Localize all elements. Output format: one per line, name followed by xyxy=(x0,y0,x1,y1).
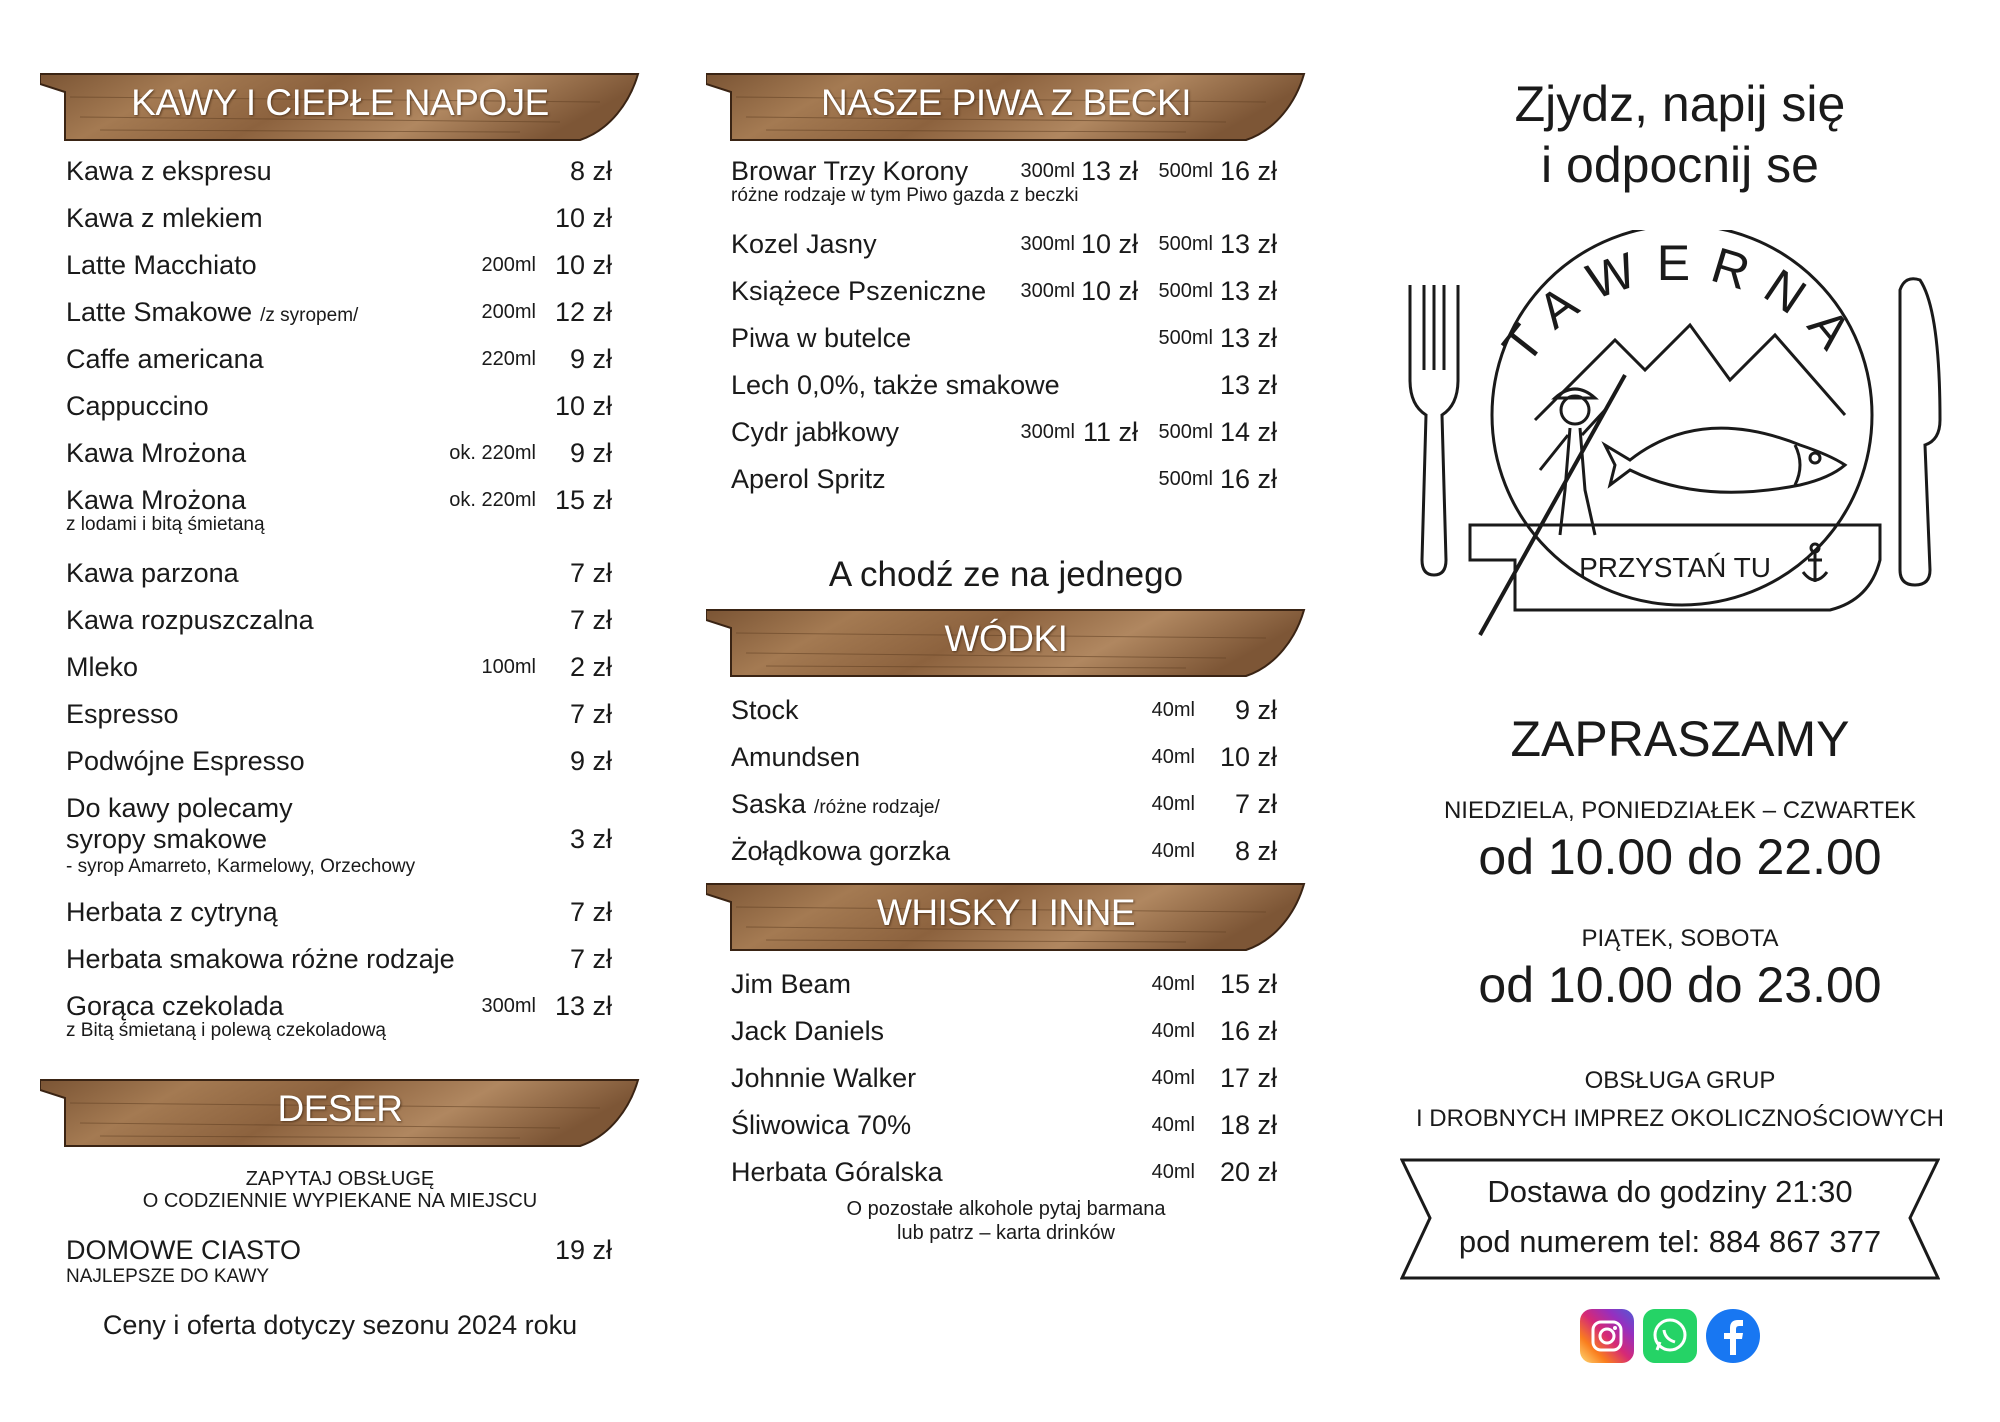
item-volume-small: 300ml xyxy=(1020,421,1075,443)
vodka-section-title: WÓDKI xyxy=(944,618,1068,659)
item-name: Do kawy polecamy xyxy=(66,793,293,823)
vodka-heading: A chodź ze na jednego xyxy=(828,555,1184,594)
item-price: 3 zł xyxy=(569,824,612,854)
item-price: 7 zł xyxy=(569,558,612,588)
item-name xyxy=(731,741,860,773)
logo-tagline: PRZYSTAŃ TU xyxy=(1579,552,1771,583)
opening-days-1: NIEDZIELA, PONIEDZIAŁEK – CZWARTEK xyxy=(1443,797,1917,824)
item-sub: z Bitą śmietaną i polewą czekoladową xyxy=(66,1020,387,1041)
item-name-text: Latte Smakowe xyxy=(66,297,253,327)
item-price: 16 zł xyxy=(1219,1016,1277,1046)
coffee-banner xyxy=(40,72,640,142)
item-name xyxy=(731,1062,916,1094)
facebook-icon[interactable] xyxy=(1706,1309,1760,1363)
item-volume: 200ml xyxy=(481,301,536,323)
item-name: Cydr jabłkowy xyxy=(731,417,900,447)
season-note: Ceny i oferta dotyczy sezonu 2024 roku xyxy=(102,1310,578,1340)
item-price-large: 14 zł xyxy=(1219,417,1277,447)
item-note: /różne rodzaje/ xyxy=(814,797,940,818)
beer-menu-list xyxy=(731,155,1291,515)
item-name: Latte Macchiato xyxy=(66,250,257,280)
item-name-text: Herbata Góralska xyxy=(731,1157,943,1187)
item-name: Podwójne Espresso xyxy=(66,746,305,776)
item-price: 10 zł xyxy=(1219,742,1277,772)
item-price-large: 13 zł xyxy=(1219,323,1277,353)
item-price: 15 zł xyxy=(1219,969,1277,999)
item-name: Kawa parzona xyxy=(66,558,239,588)
item-price: 7 zł xyxy=(569,699,612,729)
item-price: 12 zł xyxy=(554,297,612,327)
dessert-section-title: DESER xyxy=(277,1088,403,1129)
item-price-small: 11 zł xyxy=(1082,417,1138,447)
item-name: Aperol Spritz xyxy=(731,464,886,494)
item-name: Kozel Jasny xyxy=(731,229,877,259)
beer-section-title: NASZE PIWA Z BECKI xyxy=(821,82,1191,123)
item-note: /z syropem/ xyxy=(260,305,359,326)
item-name-text: Śliwowica 70% xyxy=(731,1110,912,1140)
item-price-large: 13 zł xyxy=(1219,370,1277,400)
delivery-box xyxy=(1400,1158,1940,1280)
item-name-text: Jim Beam xyxy=(731,969,852,999)
item-name xyxy=(731,1109,911,1141)
item-volume: 40ml xyxy=(1151,1067,1195,1089)
coffee-menu-list xyxy=(66,155,616,1055)
item-name-text: Johnnie Walker xyxy=(731,1063,917,1093)
instagram-icon[interactable] xyxy=(1580,1309,1634,1363)
whisky-note-line1: O pozostałe alkohole pytaj barmana xyxy=(846,1198,1166,1220)
item-volume-large: 500ml xyxy=(1158,421,1213,443)
item-volume: 40ml xyxy=(1151,1020,1195,1042)
item-volume-large: 500ml xyxy=(1158,327,1213,349)
item-price: 7 zł xyxy=(569,944,612,974)
delivery-line2: pod numerem tel: 884 867 377 xyxy=(1458,1224,1882,1259)
item-volume: 100ml xyxy=(481,656,536,678)
delivery-line1: Dostawa do godziny 21:30 xyxy=(1487,1174,1853,1209)
item-price-small: 10 zł xyxy=(1080,276,1138,306)
item-price: 10 zł xyxy=(554,203,612,233)
dessert-item-sub: NAJLEPSZE DO KAWY xyxy=(66,1266,270,1287)
opening-hours-1: od 10.00 do 22.00 xyxy=(1478,829,1882,885)
whisky-note-line2: lub patrz – karta drinków xyxy=(897,1222,1115,1244)
item-name: Książece Pszeniczne xyxy=(731,276,987,306)
fork-knife-plate-logo-icon xyxy=(1400,230,1960,640)
vodka-banner xyxy=(706,608,1306,678)
item-volume: ok. 220ml xyxy=(449,442,536,464)
item-name xyxy=(731,835,950,867)
opening-days-2: PIĄTEK, SOBOTA xyxy=(1581,925,1779,952)
item-name: Kawa z mlekiem xyxy=(66,203,263,233)
item-price: 9 zł xyxy=(569,746,612,776)
item-price: 7 zł xyxy=(1234,789,1277,819)
item-name: Herbata smakowa różne rodzaje xyxy=(66,944,455,974)
invite-heading: ZAPRASZAMY xyxy=(1510,711,1850,767)
item-name xyxy=(731,1015,884,1047)
item-price: 7 zł xyxy=(569,897,612,927)
dessert-banner xyxy=(40,1078,640,1148)
item-name-text: Żołądkowa gorzka xyxy=(731,836,951,866)
item-volume: 40ml xyxy=(1151,1161,1195,1183)
item-name-text: Amundsen xyxy=(731,742,861,772)
item-price: 7 zł xyxy=(569,605,612,635)
item-price: 9 zł xyxy=(569,344,612,374)
item-price: 8 zł xyxy=(1234,836,1277,866)
item-price-large: 13 zł xyxy=(1219,229,1277,259)
dessert-item-name: DOMOWE CIASTO xyxy=(66,1235,302,1265)
item-sub: z lodami i bitą śmietaną xyxy=(66,514,265,535)
item-price: 17 zł xyxy=(1219,1063,1277,1093)
item-name xyxy=(731,694,799,726)
item-name: Gorąca czekolada xyxy=(66,991,284,1021)
item-price-small: 10 zł xyxy=(1080,229,1138,259)
vodka-menu-list xyxy=(731,694,1291,874)
item-name: Cappuccino xyxy=(66,391,209,421)
item-volume-small: 300ml xyxy=(1020,233,1075,255)
item-volume-large: 500ml xyxy=(1158,280,1213,302)
item-volume: 40ml xyxy=(1151,699,1195,721)
item-name-text: Jack Daniels xyxy=(731,1016,885,1046)
item-name: Piwa w butelce xyxy=(731,323,912,353)
item-volume: 40ml xyxy=(1151,840,1195,862)
opening-hours-2: od 10.00 do 23.00 xyxy=(1478,957,1882,1013)
item-price: 10 zł xyxy=(554,391,612,421)
item-name xyxy=(731,968,851,1000)
slogan-line2: i odpocnij se xyxy=(1541,137,1819,193)
item-price-large: 13 zł xyxy=(1219,276,1277,306)
whatsapp-icon[interactable] xyxy=(1643,1309,1697,1363)
beer-banner xyxy=(706,72,1306,142)
groups-line2: I DROBNYCH IMPREZ OKOLICZNOŚCIOWYCH xyxy=(1415,1105,1945,1132)
item-price: 20 zł xyxy=(1219,1157,1277,1187)
svg-text:TAWERNA xyxy=(1492,235,1873,373)
item-name: Browar Trzy Korony xyxy=(731,156,969,186)
item-price-large: 16 zł xyxy=(1219,156,1277,186)
item-name: Mleko xyxy=(66,652,139,682)
item-name: Kawa Mrożona xyxy=(66,438,247,468)
item-volume: ok. 220ml xyxy=(449,489,536,511)
item-price: 18 zł xyxy=(1219,1110,1277,1140)
coffee-section-title: KAWY I CIEPŁE NAPOJE xyxy=(131,82,549,123)
dessert-ask-line2: O CODZIENNIE WYPIEKANE NA MIEJSCU xyxy=(142,1190,538,1212)
item-sub: różne rodzaje w tym Piwo gazda z beczki xyxy=(731,185,1079,206)
item-price: 8 zł xyxy=(569,156,612,186)
item-volume-large: 500ml xyxy=(1158,468,1213,490)
item-volume: 300ml xyxy=(481,995,536,1017)
item-volume: 40ml xyxy=(1151,1114,1195,1136)
whisky-section-title: WHISKY I INNE xyxy=(876,892,1136,933)
item-name-text: Saska xyxy=(731,789,807,819)
item-name xyxy=(731,1156,943,1188)
item-volume-small: 300ml xyxy=(1020,160,1075,182)
item-price-small: 13 zł xyxy=(1080,156,1138,186)
item-name: Kawa Mrożona xyxy=(66,485,247,515)
logo-name: TAWERNA xyxy=(1491,234,1874,374)
item-volume-large: 500ml xyxy=(1158,160,1213,182)
whisky-menu-list xyxy=(731,968,1291,1198)
item-price-large: 16 zł xyxy=(1219,464,1277,494)
dessert-item-price: 19 zł xyxy=(554,1235,612,1265)
item-volume: 40ml xyxy=(1151,746,1195,768)
item-name: Kawa z ekspresu xyxy=(66,156,272,186)
item-volume: 200ml xyxy=(481,254,536,276)
item-price: 10 zł xyxy=(554,250,612,280)
item-price: 9 zł xyxy=(569,438,612,468)
item-name: Kawa rozpuszczalna xyxy=(66,605,314,635)
item-volume: 40ml xyxy=(1151,973,1195,995)
item-sub: - syrop Amarreto, Karmelowy, Orzechowy xyxy=(66,856,416,877)
item-name: Espresso xyxy=(66,699,179,729)
item-name: Caffe americana xyxy=(66,344,264,374)
item-name: Herbata z cytryną xyxy=(66,897,278,927)
item-price: 9 zł xyxy=(1234,695,1277,725)
slogan-line1: Zjydz, napij się xyxy=(1514,76,1846,132)
item-name: Lech 0,0%, także smakowe xyxy=(731,370,1060,400)
item-name-text: Stock xyxy=(731,695,799,725)
groups-line1: OBSŁUGA GRUP xyxy=(1584,1067,1776,1094)
tawerna-logo xyxy=(1400,230,1960,640)
item-volume: 220ml xyxy=(481,348,536,370)
item-name xyxy=(731,788,940,824)
item-volume-large: 500ml xyxy=(1158,233,1213,255)
whisky-banner xyxy=(706,882,1306,952)
item-price: 2 zł xyxy=(569,652,612,682)
item-price: 15 zł xyxy=(554,485,612,515)
item-volume: 40ml xyxy=(1151,793,1195,815)
item-name xyxy=(66,296,358,332)
item-volume-small: 300ml xyxy=(1020,280,1075,302)
dessert-ask-line1: ZAPYTAJ OBSŁUGĘ xyxy=(245,1168,435,1190)
item-name-line2: syropy smakowe xyxy=(66,824,268,854)
item-price: 13 zł xyxy=(554,991,612,1021)
